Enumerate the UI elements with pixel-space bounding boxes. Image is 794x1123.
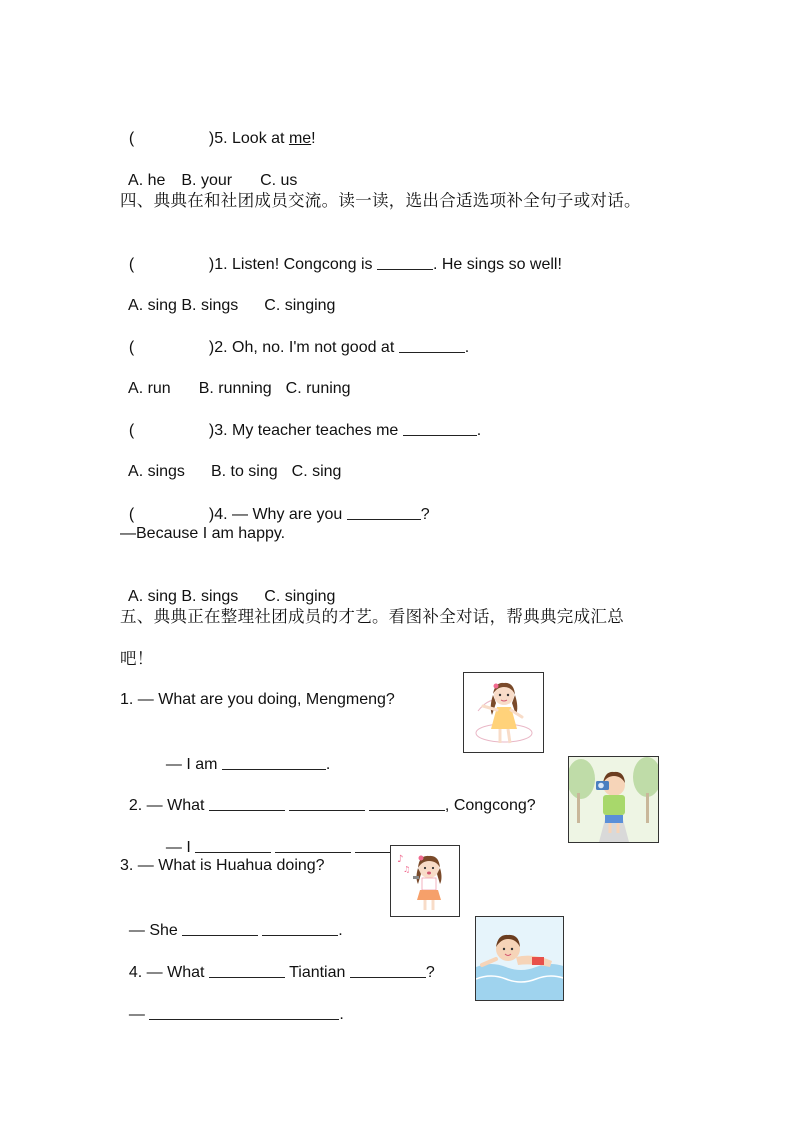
underlined-word: me xyxy=(288,130,312,147)
answer-paren[interactable]: ( xyxy=(128,256,135,273)
tiantian-swimming-picture xyxy=(475,916,564,1001)
answer-paren[interactable]: ( xyxy=(128,339,135,356)
s4-q4-answer: —Because I am happy. xyxy=(120,525,286,542)
congcong-photographing-picture xyxy=(568,756,659,843)
section5-heading-line2: 吧！ xyxy=(120,649,154,668)
singing-girl-illustration xyxy=(391,846,459,916)
s4-q1-stem: ( )1. Listen! Congcong is . He sings so well! xyxy=(120,231,562,253)
option-a[interactable]: A. he xyxy=(128,172,166,189)
svg-text:♪: ♪ xyxy=(397,854,404,865)
option-ab[interactable]: A. sing B. sings xyxy=(128,297,239,314)
option-c[interactable]: C. singing xyxy=(264,588,336,605)
fill-blank[interactable] xyxy=(182,919,258,936)
option-b[interactable]: B. running xyxy=(198,380,272,397)
q5-options xyxy=(120,148,298,189)
s5-q1-question: 1. — What are you doing, Mengmeng? xyxy=(120,691,395,708)
fill-blank[interactable] xyxy=(262,919,338,936)
s4-q4-options xyxy=(120,564,336,605)
option-c[interactable]: C. sing xyxy=(291,463,342,480)
fill-blank[interactable] xyxy=(377,253,433,270)
s5-q3-answer: — She . xyxy=(120,897,343,919)
option-b[interactable]: B. your xyxy=(181,172,233,189)
option-c[interactable]: C. singing xyxy=(264,297,336,314)
fill-blank[interactable] xyxy=(347,503,421,520)
option-a[interactable]: A. sings xyxy=(128,463,185,480)
q5-stem: ( )5. Look at me! xyxy=(120,106,316,128)
swimming-boy-illustration xyxy=(476,917,563,1000)
section4-heading: 四、典典在和社团成员交流。读一读，选出合适选项补全句子或对话。 xyxy=(120,191,641,210)
fill-blank[interactable] xyxy=(222,753,326,770)
s5-q2-answer: — I xyxy=(157,814,436,836)
s5-q4-question: 4. — What Tiantian ? xyxy=(120,939,435,961)
s5-q4-answer: — . xyxy=(120,981,344,1003)
s4-q1-options xyxy=(120,273,336,314)
fill-blank[interactable] xyxy=(195,836,271,853)
svg-text:♫: ♫ xyxy=(403,865,411,874)
answer-paren[interactable]: ( xyxy=(128,130,135,147)
option-c[interactable]: C. runing xyxy=(285,380,351,397)
s5-q1-answer: — I am . xyxy=(157,731,330,753)
s4-q3-stem: ( )3. My teacher teaches me . xyxy=(120,397,481,419)
fill-blank[interactable] xyxy=(350,961,426,978)
dancing-girl-illustration xyxy=(464,673,543,752)
fill-blank[interactable] xyxy=(289,794,365,811)
mengmeng-dancing-picture xyxy=(463,672,544,753)
huahua-singing-picture xyxy=(390,845,460,917)
fill-blank[interactable] xyxy=(149,1003,339,1020)
s4-q2-stem: ( )2. Oh, no. I'm not good at . xyxy=(120,314,469,336)
boy-with-camera-illustration xyxy=(569,757,658,842)
answer-paren[interactable]: ( xyxy=(128,422,135,439)
option-b[interactable]: B. to sing xyxy=(210,463,278,480)
fill-blank[interactable] xyxy=(369,794,445,811)
option-a[interactable]: A. run xyxy=(128,380,171,397)
option-ab[interactable]: A. sing B. sings xyxy=(128,588,239,605)
answer-paren[interactable]: ( xyxy=(128,506,135,523)
fill-blank[interactable] xyxy=(209,794,285,811)
fill-blank[interactable] xyxy=(399,336,465,353)
section5-heading-line1: 五、典典正在整理社团成员的才艺。看图补全对话，帮典典完成汇总 xyxy=(120,607,624,626)
s4-q3-options xyxy=(120,439,342,480)
s4-q4-stem: ( )4. — Why are you ? xyxy=(120,481,430,503)
fill-blank[interactable] xyxy=(403,419,477,436)
s5-q3-question: 3. — What is Huahua doing? xyxy=(120,857,325,874)
s4-q2-options xyxy=(120,356,351,397)
option-c[interactable]: C. us xyxy=(260,172,298,189)
fill-blank[interactable] xyxy=(275,836,351,853)
fill-blank[interactable] xyxy=(209,961,285,978)
s5-q2-question: 2. — What , Congcong? xyxy=(120,772,536,794)
